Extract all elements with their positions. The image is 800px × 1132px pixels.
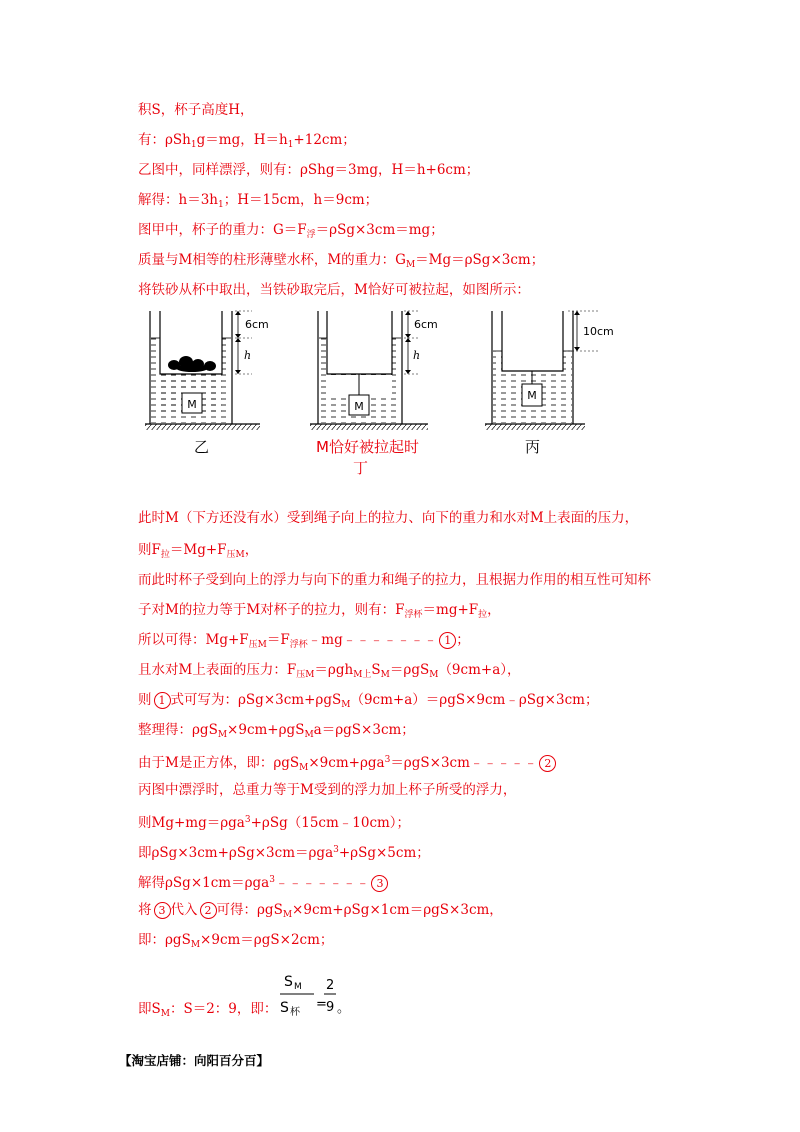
line-23: 即$S_M$：S＝2：9，即： [138,1001,278,1019]
svg-text:h: h [413,349,421,362]
fraction-equation [278,966,358,1026]
svg-text:6cm: 6cm [245,318,269,331]
cup-diagrams [140,306,614,496]
svg-text:6cm: 6cm [414,318,438,331]
line-1: 积S，杯子高度H， [138,102,254,118]
line-9: 则$F_拉=Mg+F_{压M}$， [138,542,259,560]
line-22: 即：ρgS$_M$×9cm＝ρgS×2cm； [138,932,334,950]
label-ding: 丁 [353,459,369,477]
line-4: 解得：$h=3h_1$；H＝15cm，h＝9cm； [138,192,379,210]
label-yi: 乙 [194,438,210,456]
svg-text:S: S [280,1000,289,1016]
line-16: 由于M是正方体，即：ρgS$_M$×9cm+ρga$^3$＝ρgS×3cm﹣﹣﹣﹣﹣ 2 [138,751,556,777]
line-7: 将铁砂从杯中取出，当铁砂取完后，M恰好可被拉起，如图所示： [138,282,530,298]
svg-text:M: M [294,982,302,992]
svg-text:M: M [187,398,197,411]
circled-number-2: 2 [200,902,217,919]
line-8: 此时M（下方还没有水）受到绳子向上的拉力、向下的重力和水对M上表面的压力， [138,510,639,526]
line-10: 而此时杯子受到向上的浮力与向下的重力和绳子的拉力，且根据力作用的相互性可知杯 [138,572,651,588]
line-15: 整理得：ρgS$_M$×9cm+ρgS$_M$a＝ρgS×3cm； [138,722,415,740]
line-5: 图甲中，杯子的重力：$G=F_浮=\rho Sg\times 3cm=mg$； [138,222,444,240]
diagram-bing [485,311,614,430]
svg-text:2: 2 [326,978,335,993]
svg-text:=: = [316,997,327,1012]
line-14: 则 1 式可写为：ρSg×3cm+ρgS$_M$（9cm+a）＝ρgS×9cm﹣ρSg×3cm； [138,692,599,710]
line-6: 质量与M相等的柱形薄壁水杯，M的重力：$G_M=Mg=\rho Sg\times 3cm$； [138,252,545,270]
line-20: 解得ρSg×1cm＝ρga$^3$﹣﹣﹣﹣﹣﹣﹣ 3 [138,871,388,892]
circled-number-2: 2 [539,755,556,772]
line-21: 将 3 代入 2 可得：ρgS$_M$×9cm+ρSg×1cm＝ρgS×3cm， [138,902,503,920]
line-19: 即ρSg×3cm+ρSg×3cm＝ρga$^3$+ρSg×5cm； [138,845,430,861]
line-2: 有：ρSh$_1$g＝mg，$H=h_1+12cm$； [138,132,356,150]
cup-diagram-figure [140,306,614,496]
svg-text:杯: 杯 [290,1007,300,1018]
line-3: 乙图中，同样漂浮，则有：ρShg＝3mg，H＝h+6cm； [138,162,480,178]
line-18: 则Mg+mg＝ρga$^3$+ρSg（15cm﹣10cm）； [138,815,411,831]
svg-text:M: M [527,389,537,402]
diagram-yi [145,311,269,430]
line-11: 子对M的拉力等于M对杯子的拉力，则有：$F_{浮杯}=mg+F_拉$， [138,602,501,620]
circled-number-3: 3 [371,875,388,892]
svg-text:h: h [244,349,252,362]
svg-text:M: M [354,400,364,413]
diagram-ding [310,311,438,430]
svg-text:。: 。 [337,1001,351,1016]
svg-text:10cm: 10cm [583,325,614,338]
svg-text:S: S [284,974,293,990]
svg-text:9: 9 [326,1000,335,1015]
line-12: 所以可得：$Mg+F_{压M}=F_{浮杯}﹣mg﹣﹣﹣﹣﹣﹣﹣$ 1 ； [138,632,470,650]
circled-number-1: 1 [439,632,456,649]
line-13: 且水对M上表面的压力：$F_{压M}=\rho gh_{M上}S_M=\rho gS_M(9cm+a)$， [138,662,521,680]
label-lifted: M恰好被拉起时 [316,438,419,456]
circled-number-1: 1 [154,692,171,709]
line-17: 丙图中漂浮时，总重力等于M受到的浮力加上杯子所受的浮力， [138,782,517,798]
circled-number-3: 3 [154,902,171,919]
footer-shop: 【淘宝店铺：向阳百分百】 [119,1053,270,1068]
fraction-svg [278,966,358,1022]
label-bing: 丙 [525,438,541,456]
